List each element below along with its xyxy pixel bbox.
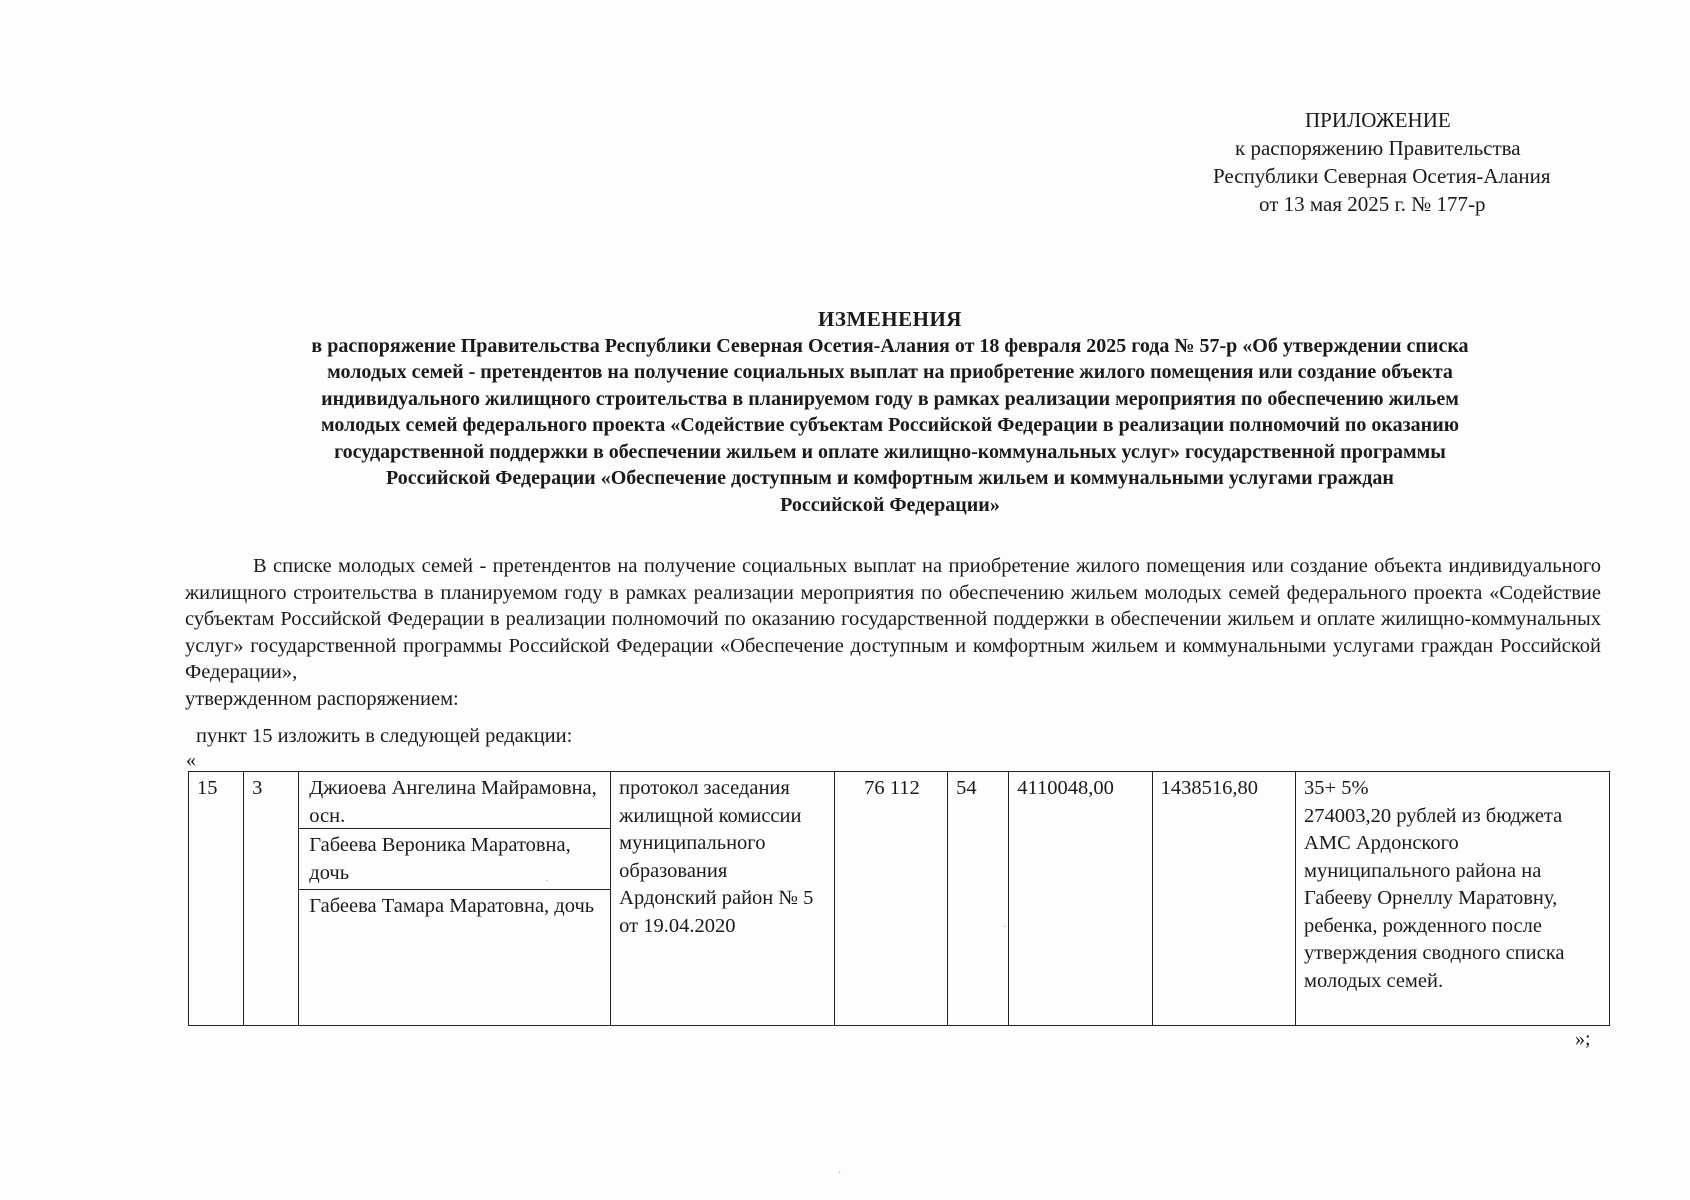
appendix-date: от 13 мая 2025 г. № 177-р (1259, 192, 1486, 216)
title-line: молодых семей федерального проекта «Содействие субъектам Российской Федерации в реализации полномочий по оказанию (320, 414, 1460, 436)
title-line: в распоряжение Правительства Республики Северная Осетия-Алания от 18 февраля 2025 года № 57-р «Об утверждении списка (311, 334, 1469, 357)
amendment-table (188, 771, 1610, 1026)
family-member: Габеева Вероника Маратовна, дочь (299, 829, 610, 890)
instruction-text: пункт 15 изложить в следующей редакции: (196, 725, 573, 747)
body-text-end: утвержденном распоряжением: (185, 687, 459, 710)
count-cell: 76 112 (834, 772, 947, 1026)
document-cell: протокол заседания жилищной комиссии муниципального образования Ардонский район № 5 от 19.04.2020 (611, 772, 835, 1026)
body-paragraph (185, 553, 1601, 712)
area-cell: 54 (948, 772, 1009, 1026)
appendix-title: ПРИЛОЖЕНИЕ (1305, 108, 1451, 132)
title-line: Российской Федерации «Обеспечение доступным и комфортным жильем и коммунальными услугами граждан (386, 467, 1394, 489)
title-line: государственной поддержки в обеспечении жильем и оплате жилищно-коммунальных услуг» государственной программы (334, 440, 1446, 463)
note-text-end: ребенка, рожденного после утверждения сводного списка молодых семей. (1304, 914, 1565, 992)
title-line: Российской Федерации» (780, 493, 1000, 516)
payment-cell: 1438516,80 (1152, 772, 1295, 1026)
appendix-line: к распоряжению Правительства (1235, 136, 1521, 160)
row-number-cell: 15 (189, 772, 244, 1026)
table-row (189, 772, 1610, 1026)
appendix-line: Республики Северная Осетия-Алания (1213, 164, 1551, 188)
title-line: индивидуального жилищного строительства в планируемом году в рамках реализации мероприятия по обеспечению жильем (321, 387, 1459, 410)
scan-speck: · (545, 876, 549, 887)
cost-cell: 4110048,00 (1009, 772, 1152, 1026)
order-number-cell: 3 (244, 772, 299, 1026)
family-members-cell (299, 772, 611, 1026)
body-text: В списке молодых семей - претендентов на получение социальных выплат на приобретение жилого помещения или создание объекта индивидуального жилищного строительства в планируемом году в рамках реализации мероприятия по обеспечению жильем молодых семей федерального проекта «Содействие субъектам Российской Федерации в реализации полномочий по оказанию государственной поддержки в обеспечении жильем и оплате жилищно-коммунальных услуг» государственной программы Российской Федерации «Обеспечение доступным и комфортным жильем и коммунальными услугами граждан Российской Федерации», (185, 555, 1601, 683)
close-quote: »; (1575, 1028, 1591, 1050)
family-member: Джиоева Ангелина Майрамовна, осн. (299, 772, 610, 829)
family-member: Габеева Тамара Маратовна, дочь (309, 895, 595, 917)
appendix-header (1175, 106, 1645, 218)
document-title (170, 306, 1610, 518)
note-percent: 35+ 5% (1304, 777, 1369, 799)
scan-speck: · (1003, 922, 1007, 933)
title-line: молодых семей - претендентов на получение социальных выплат на приобретение жилого помещения или создание объекта (327, 361, 1453, 383)
scan-speck: · (838, 1168, 842, 1179)
note-text: 274003,20 рублей из бюджета АМС Ардонского муниципального района на Габееву Орнеллу Маратовну, (1304, 804, 1563, 909)
open-quote: « (186, 749, 196, 771)
title-heading: ИЗМЕНЕНИЯ (818, 307, 962, 331)
note-cell (1296, 772, 1610, 1026)
